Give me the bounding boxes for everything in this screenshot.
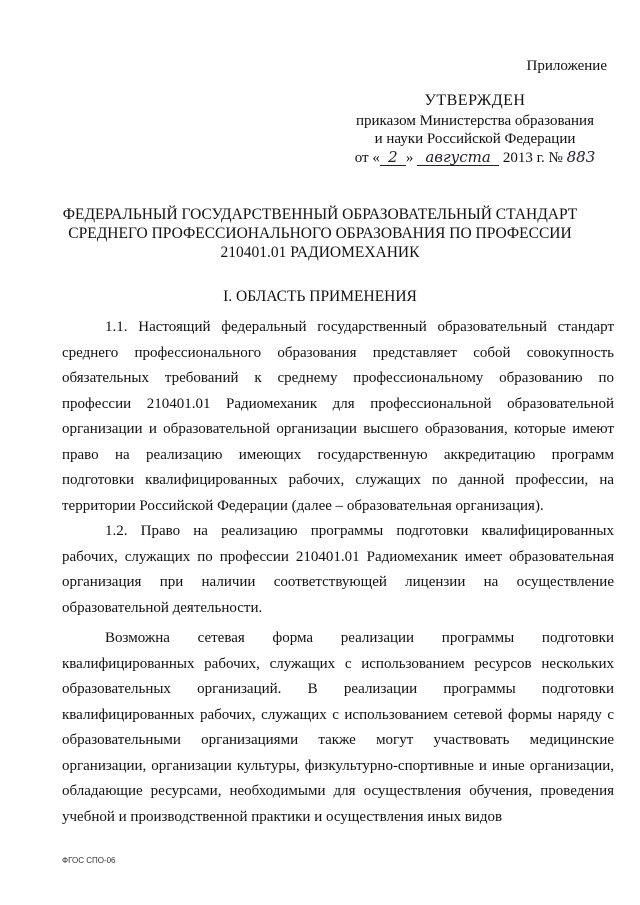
date-prefix: от «: [354, 150, 380, 166]
date-year: 2013 г. №: [502, 150, 563, 166]
paragraph-1-2: 1.2. Право на реализацию программы подготовки квалифицированных рабочих, служащих по профессии 210401.01 Радиомеханик имеет образовательная организация при наличии соответствующей лицензии на осуществление образовательной деятельности.: [62, 523, 614, 616]
body-text: [62, 315, 614, 830]
footer-code: ФГОС СПО-06: [62, 856, 116, 865]
handwritten-day: 2: [380, 150, 406, 166]
document-title: [40, 205, 600, 262]
handwritten-order-number: 883: [566, 148, 596, 166]
paragraph-1-1: 1.1. Настоящий федеральный государственный образовательный стандарт среднего профессионального образования представляет собой совокупность обязательных требований к среднему профессиональному образованию по профессии 210401.01 Радиомеханик для профессиональной образовательной организации и образовательной организации высшего образования, которые имеют право на реализацию имеющих государственную аккредитацию программ подготовки квалифицированных рабочих, служащих по данной профессии, на территории Российской Федерации (далее – образовательная организация).: [62, 319, 614, 514]
date-quote-close: »: [405, 150, 414, 166]
appendix-label: Приложение: [526, 58, 607, 74]
title-line-3: 210401.01 РАДИОМЕХАНИК: [220, 244, 420, 261]
title-line-2: СРЕДНЕГО ПРОФЕССИОНАЛЬНОГО ОБРАЗОВАНИЯ ПО ПРОФЕССИИ: [68, 225, 572, 242]
order-line-2: и науки Российской Федерации: [374, 131, 576, 147]
approval-block: [345, 92, 605, 167]
section-heading: I. ОБЛАСТЬ ПРИМЕНЕНИЯ: [223, 288, 417, 305]
title-line-1: ФЕДЕРАЛЬНЫЙ ГОСУДАРСТВЕННЫЙ ОБРАЗОВАТЕЛЬНЫЙ СТАНДАРТ: [62, 206, 578, 223]
order-line-1: приказом Министерства образования: [356, 113, 594, 129]
paragraph-network-form: Возможна сетевая форма реализации программы подготовки квалифицированных рабочих, служащих с использованием ресурсов нескольких образовательных организаций. В реализации программы подготовки квалифицированных рабочих, служащих с использованием сетевой формы наряду с образовательными организациями также могут участвовать медицинские организации, организации культуры, физкультурно-спортивные и иные организации, обладающие ресурсами, необходимыми для осуществления обучения, проведения учебной и производственной практики и осуществления иных видов: [62, 630, 614, 825]
order-date-line: [345, 148, 605, 167]
handwritten-month: августа: [417, 150, 499, 166]
approved-label: УТВЕРЖДЕН: [424, 92, 526, 109]
